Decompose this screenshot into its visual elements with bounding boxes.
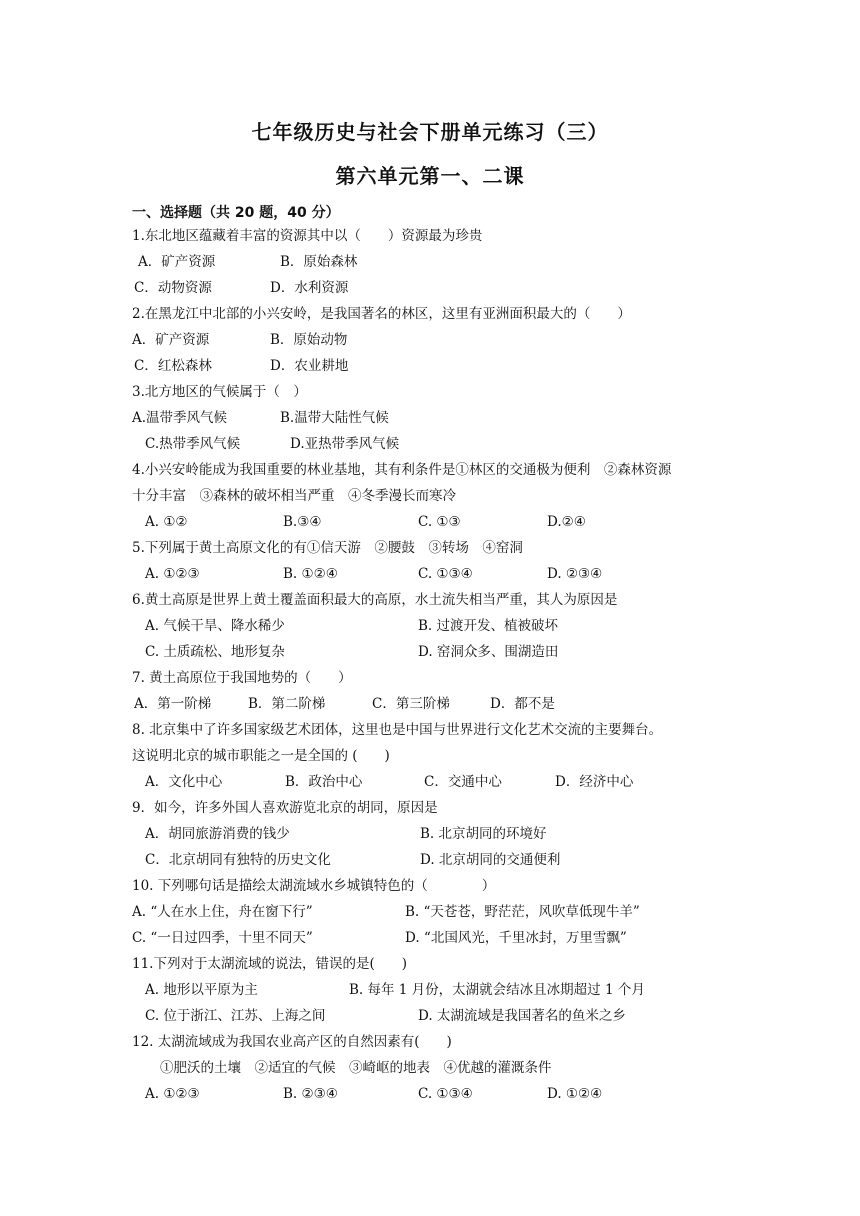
question-7-option-b: B．第二阶梯 [248, 696, 326, 712]
question-6-option-b: B. 过渡开发、植被破坏 [418, 618, 559, 634]
question-6-option-a: A. 气候干旱、降水稀少 [145, 618, 285, 634]
question-9-option-b: B. 北京胡同的环境好 [420, 826, 547, 842]
question-4-option-b: B.③④ [283, 514, 322, 530]
question-2-option-a: A．矿产资源 [132, 332, 210, 348]
question-7-option-c: C．第三阶梯 [372, 696, 450, 712]
question-11-option-b: B. 每年 1 月份，太湖就会结冰且冰期超过 1 个月 [349, 982, 645, 998]
question-7-option-d: D．都不是 [490, 696, 555, 712]
question-8-option-d: D．经济中心 [555, 774, 634, 790]
question-1-option-c: C．动物资源 [134, 280, 212, 296]
question-10-option-d: D. “北国风光，千里冰封，万里雪飘” [405, 930, 627, 946]
question-10-option-a: A. “人在水上住，舟在窗下行” [132, 904, 313, 920]
question-2-stem: 2.在黑龙江中北部的小兴安岭，是我国著名的林区，这里有亚洲面积最大的（ ） [132, 306, 631, 322]
question-7-stem: 7. 黄土高原位于我国地势的（ ） [132, 670, 352, 686]
question-12-option-a: A. ①②③ [145, 1086, 200, 1102]
question-5-option-b: B. ①②④ [283, 566, 338, 582]
question-1-stem: 1.东北地区蕴藏着丰富的资源其中以（ ）资源最为珍贵 [132, 228, 483, 244]
question-11-stem: 11.下列对于太湖流域的说法，错误的是( ) [132, 956, 408, 972]
question-4-stem-line-2: 十分丰富 ③森林的破坏相当严重 ④冬季漫长而寒冷 [132, 488, 456, 504]
question-12-option-d: D. ①②④ [547, 1086, 603, 1102]
question-7-option-a: A．第一阶梯 [134, 696, 212, 712]
question-12-option-b: B. ②③④ [283, 1086, 338, 1102]
question-5-stem: 5.下列属于黄土高原文化的有①信天游 ②腰鼓 ③转场 ④窑洞 [132, 540, 523, 556]
question-6-stem: 6.黄土高原是世界上黄土覆盖面积最大的高原，水土流失相当严重，其人为原因是 [132, 592, 618, 608]
question-5-option-c: C. ①③④ [418, 566, 473, 582]
question-2-option-d: D．农业耕地 [270, 358, 349, 374]
question-8-stem-line-1: 8. 北京集中了许多国家级艺术团体，这里也是中国与世界进行文化艺术交流的主要舞台。 [132, 722, 663, 738]
question-10-option-b: B. “天苍苍，野茫茫，风吹草低现牛羊” [405, 904, 640, 920]
question-8-option-a: A．文化中心 [145, 774, 223, 790]
question-6-option-d: D. 窑洞众多、围湖造田 [418, 644, 559, 660]
question-3-option-c: C.热带季风气候 [145, 436, 241, 452]
question-3-option-a: A.温带季风气候 [132, 410, 228, 426]
page-title: 七年级历史与社会下册单元练习（三） [251, 120, 609, 144]
question-8-stem-line-2: 这说明北京的城市职能之一是全国的 ( ) [132, 748, 390, 764]
question-3-stem: 3.北方地区的气候属于（ ） [132, 384, 307, 400]
section-heading: 一、选择题（共 20 题，40 分） [132, 205, 340, 221]
question-1-option-b: B．原始森林 [280, 254, 358, 270]
question-12-stem-line-2: ①肥沃的土壤 ②适宜的气候 ③崎岖的地表 ④优越的灌溉条件 [160, 1060, 552, 1076]
question-2-option-c: C．红松森林 [134, 358, 212, 374]
question-9-stem: 9．如今，许多外国人喜欢游览北京的胡同，原因是 [132, 800, 438, 816]
question-11-option-d: D. 太湖流域是我国著名的鱼米之乡 [418, 1008, 626, 1024]
question-4-option-c: C. ①③ [418, 514, 461, 530]
question-8-option-b: B．政治中心 [285, 774, 363, 790]
question-9-option-a: A．胡同旅游消费的钱少 [145, 826, 290, 842]
question-6-option-c: C. 土质疏松、地形复杂 [145, 644, 285, 660]
question-4-option-d: D.②④ [547, 514, 586, 530]
question-12-option-c: C. ①③④ [418, 1086, 473, 1102]
question-4-option-a: A. ①② [145, 514, 188, 530]
question-8-option-c: C．交通中心 [424, 774, 502, 790]
question-1-option-d: D．水利资源 [270, 280, 349, 296]
question-10-stem: 10. 下列哪句话是描绘太湖流域水乡城镇特色的（ ） [132, 878, 496, 894]
question-2-option-b: B．原始动物 [270, 332, 348, 348]
page-subtitle: 第六单元第一、二课 [335, 164, 525, 188]
question-5-option-a: A. ①②③ [145, 566, 200, 582]
question-1-option-a: A．矿产资源 [138, 254, 216, 270]
question-3-option-b: B.温带大陆性气候 [280, 410, 389, 426]
question-11-option-a: A. 地形以平原为主 [145, 982, 258, 998]
question-9-option-d: D. 北京胡同的交通便利 [420, 852, 561, 868]
question-5-option-d: D. ②③④ [547, 566, 603, 582]
question-11-option-c: C. 位于浙江、江苏、上海之间 [145, 1008, 326, 1024]
question-9-option-c: C．北京胡同有独特的历史文化 [145, 852, 331, 868]
question-10-option-c: C. “一日过四季，十里不同天” [132, 930, 313, 946]
question-4-stem-line-1: 4.小兴安岭能成为我国重要的林业基地，其有利条件是①林区的交通极为便利 ②森林资源 [132, 462, 672, 478]
question-12-stem-line-1: 12. 太湖流域成为我国农业高产区的自然因素有( ) [132, 1034, 452, 1050]
question-3-option-d: D.亚热带季风气候 [290, 436, 400, 452]
